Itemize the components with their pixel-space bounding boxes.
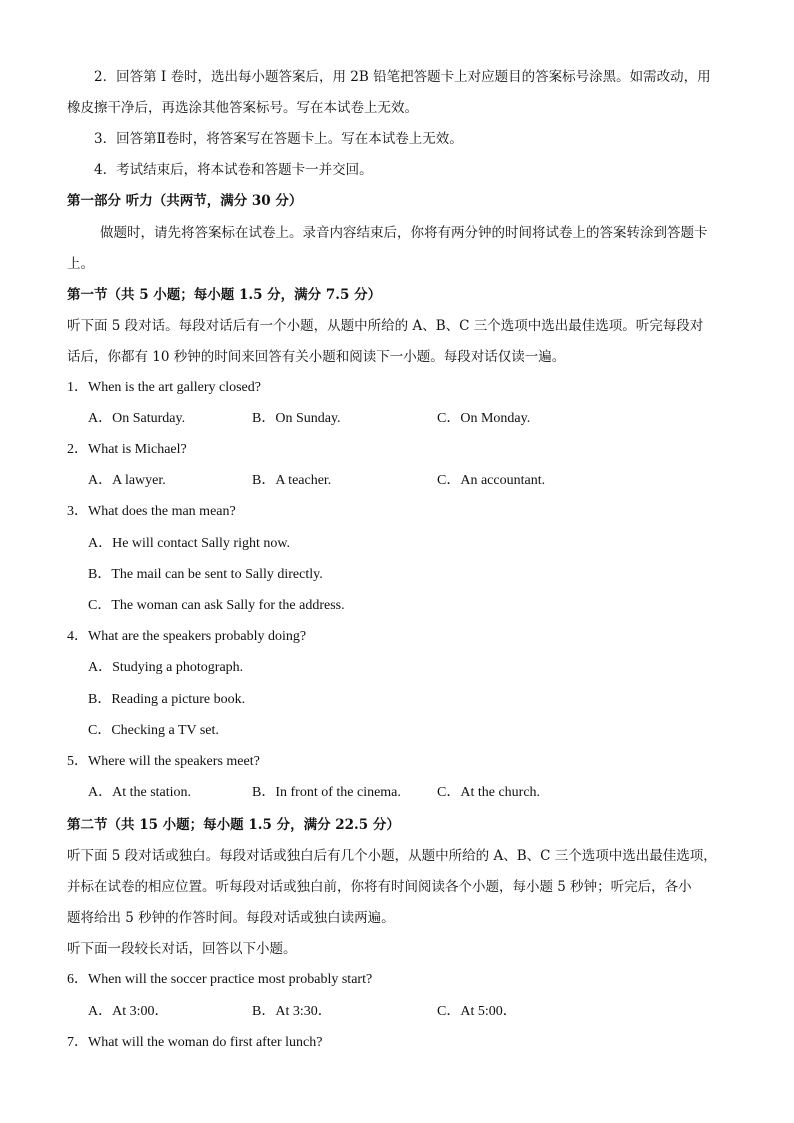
question-5: 5．Where will the speakers meet? [67,754,260,769]
section1-intro-line1: 听下面 5 段对话。每段对话后有一个小题，从题中所给的 A、B、C 三个选项中选出最佳选项。听完每段对 [67,318,704,334]
question-7: 7．What will the woman do first after lunch? [67,1035,323,1050]
part1-intro-line1: 做题时，请先将答案标在试卷上。录音内容结束后，你将有两分钟的时间将试卷上的答案转涂到答题卡 [100,225,708,241]
question-6: 6．When will the soccer practice most probably start? [67,972,373,987]
instruction-3: 3．回答第Ⅱ卷时，将答案写在答题卡上。写在本试卷上无效。 [94,131,463,147]
q3-option-b: B．The mail can be sent to Sally directly. [88,567,323,582]
section1-title: 第一节（共 5 小题；每小题 1.5 分，满分 7.5 分） [67,287,382,303]
q5-option-a: A．At the station. [88,785,192,800]
section1-intro-line2: 话后，你都有 10 秒钟的时间来回答有关小题和阅读下一小题。每段对话仅读一遍。 [67,349,566,365]
question-3: 3．What does the man mean? [67,504,236,519]
q3-option-c: C．The woman can ask Sally for the address. [88,598,345,613]
section2-intro-line3: 题将给出 5 秒钟的作答时间。每段对话或独白读两遍。 [67,910,395,926]
instruction-2-line1: 2．回答第 I 卷时，选出每小题答案后，用 2B 铅笔把答题卡上对应题目的答案标号涂黑。如需改动，用 [94,69,711,85]
part1-title: 第一部分 听力（共两节，满分 30 分） [67,193,303,209]
q2-option-b: B．A teacher. [252,473,332,488]
q3-option-a: A．He will contact Sally right now. [88,536,291,551]
q1-option-a: A．On Saturday. [88,411,186,426]
q6-option-c: C．At 5:00． [437,1004,517,1019]
question-4: 4．What are the speakers probably doing? [67,629,307,644]
part1-intro-line2: 上。 [67,256,94,272]
q4-option-c: C．Checking a TV set. [88,723,219,738]
question-1: 1．When is the art gallery closed? [67,380,261,395]
q5-option-b: B．In front of the cinema. [252,785,401,800]
dialog-intro: 听下面一段较长对话，回答以下小题。 [67,941,297,957]
q1-option-c: C．On Monday. [437,411,531,426]
q6-option-a: A．At 3:00． [88,1004,169,1019]
q6-option-b: B．At 3:30． [252,1004,332,1019]
section2-intro-line2: 并标在试卷的相应位置。听每段对话或独白前，你将有时间阅读各个小题，每小题 5 秒钟；听完后，各小 [67,879,692,895]
section2-title: 第二节（共 15 小题；每小题 1.5 分，满分 22.5 分） [67,817,400,833]
question-2: 2．What is Michael? [67,442,187,457]
q2-option-c: C．An accountant. [437,473,546,488]
instruction-2-line2: 橡皮擦干净后，再选涂其他答案标号。写在本试卷上无效。 [67,100,418,116]
q5-option-c: C．At the church. [437,785,541,800]
q2-option-a: A．A lawyer. [88,473,166,488]
q4-option-a: A．Studying a photograph. [88,660,244,675]
q4-option-b: B．Reading a picture book. [88,692,246,707]
instruction-4: 4．考试结束后，将本试卷和答题卡一并交回。 [94,162,373,178]
section2-intro-line1: 听下面 5 段对话或独白。每段对话或独白后有几个小题，从题中所给的 A、B、C 三个选项中选出最佳选项， [67,848,717,864]
q1-option-b: B．On Sunday. [252,411,341,426]
